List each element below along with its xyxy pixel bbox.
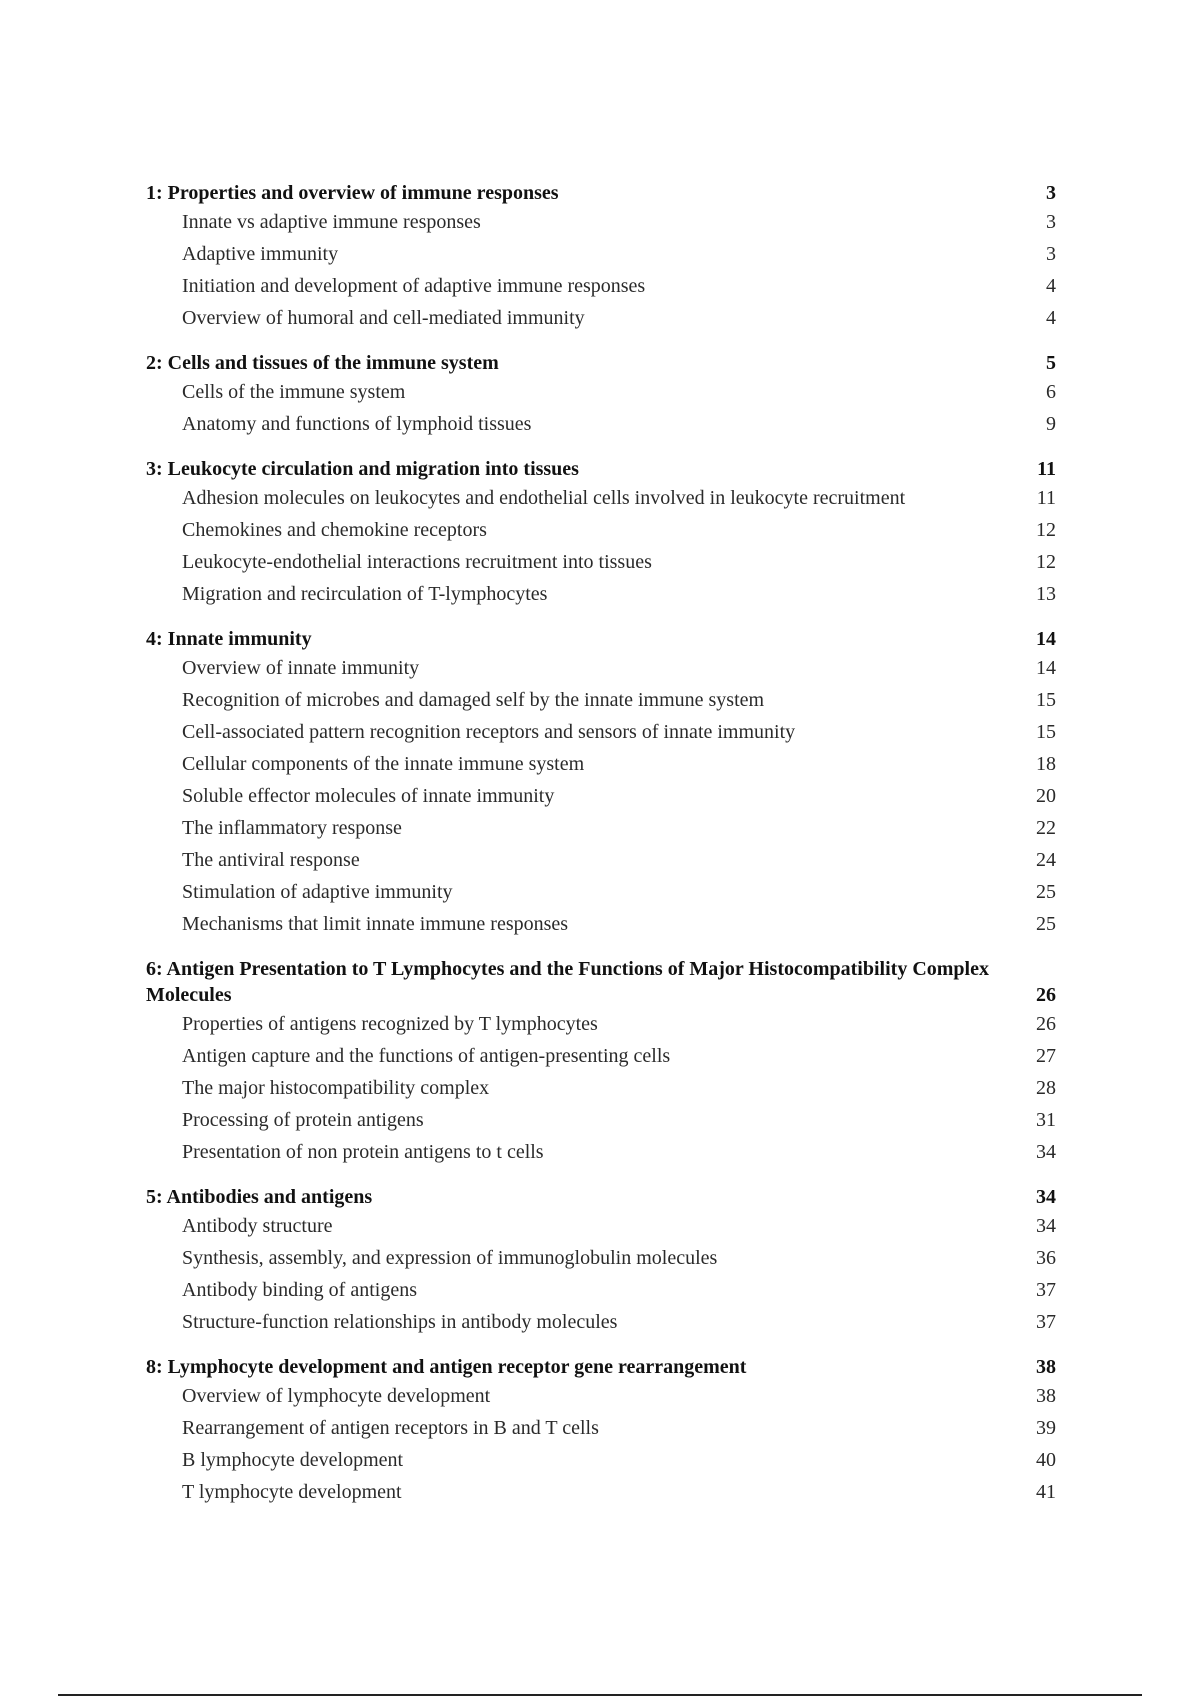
entry-page-number: 34 <box>1036 1141 1056 1163</box>
toc-entry[interactable] <box>146 408 1056 440</box>
entry-page-number: 38 <box>1036 1385 1056 1407</box>
entry-page-number: 14 <box>1036 657 1056 679</box>
toc-entry[interactable] <box>146 876 1056 908</box>
entry-page-number: 25 <box>1036 881 1056 903</box>
chapter-heading[interactable] <box>146 1354 1056 1380</box>
toc-entry[interactable] <box>146 748 1056 780</box>
toc-entry[interactable] <box>146 302 1056 334</box>
toc-entry[interactable] <box>146 780 1056 812</box>
chapter-title: 5: Antibodies and antigens <box>146 1186 373 1208</box>
toc-chapter <box>146 1354 1056 1508</box>
entry-page-number: 15 <box>1036 689 1056 711</box>
entry-page-number: 11 <box>1036 487 1056 509</box>
entry-title: The antiviral response <box>182 849 360 871</box>
entry-page-number: 25 <box>1036 913 1056 935</box>
entry-title: Initiation and development of adaptive immune responses <box>182 275 646 297</box>
toc-entry[interactable] <box>146 1040 1056 1072</box>
chapter-page-number: 14 <box>1036 628 1056 650</box>
entry-title: Chemokines and chemokine receptors <box>182 519 487 541</box>
entry-title: Cells of the immune system <box>182 381 406 403</box>
entry-page-number: 41 <box>1036 1481 1056 1503</box>
entry-page-number: 22 <box>1036 817 1056 839</box>
entry-page-number: 13 <box>1036 583 1056 605</box>
toc-entry[interactable] <box>146 1210 1056 1242</box>
entry-title: Overview of lymphocyte development <box>182 1385 491 1407</box>
entry-title: Overview of innate immunity <box>182 657 420 679</box>
entry-title: Leukocyte-endothelial interactions recruitment into tissues <box>182 551 652 573</box>
toc-entry[interactable] <box>146 716 1056 748</box>
toc-entry[interactable] <box>146 482 1056 514</box>
toc-entry[interactable] <box>146 578 1056 610</box>
entry-page-number: 36 <box>1036 1247 1056 1269</box>
toc-entry[interactable] <box>146 270 1056 302</box>
entry-page-number: 3 <box>1046 211 1056 233</box>
entry-title: Stimulation of adaptive immunity <box>182 881 453 903</box>
entry-title: Synthesis, assembly, and expression of immunoglobulin molecules <box>182 1247 718 1269</box>
toc-entry[interactable] <box>146 1104 1056 1136</box>
toc-entry[interactable] <box>146 1274 1056 1306</box>
entry-page-number: 18 <box>1036 753 1056 775</box>
chapter-page-number: 5 <box>1046 352 1056 374</box>
entry-title: T lymphocyte development <box>182 1481 402 1503</box>
entry-page-number: 27 <box>1036 1045 1056 1067</box>
toc-entry[interactable] <box>146 376 1056 408</box>
chapter-title: 1: Properties and overview of immune responses <box>146 182 559 204</box>
entry-title: Migration and recirculation of T-lymphocytes <box>182 583 548 605</box>
entry-title: Antibody binding of antigens <box>182 1279 417 1301</box>
entry-title: Soluble effector molecules of innate immunity <box>182 785 555 807</box>
toc-entry[interactable] <box>146 1306 1056 1338</box>
toc-entry[interactable] <box>146 1242 1056 1274</box>
chapter-title: 8: Lymphocyte development and antigen receptor gene rearrangement <box>146 1356 747 1378</box>
toc-entry[interactable] <box>146 1444 1056 1476</box>
entry-page-number: 15 <box>1036 721 1056 743</box>
entry-page-number: 4 <box>1046 275 1056 297</box>
entry-page-number: 40 <box>1036 1449 1056 1471</box>
chapter-page-number: 3 <box>1046 182 1056 204</box>
entry-page-number: 31 <box>1036 1109 1056 1131</box>
chapter-page-number: 38 <box>1036 1356 1056 1378</box>
entry-title: Structure-function relationships in antibody molecules <box>182 1311 618 1333</box>
toc-chapter <box>146 350 1056 440</box>
chapter-title: 4: Innate immunity <box>146 628 312 650</box>
chapter-heading[interactable] <box>146 1184 1056 1210</box>
toc-entry[interactable] <box>146 684 1056 716</box>
chapter-heading[interactable] <box>146 456 1056 482</box>
toc-entry[interactable] <box>146 1072 1056 1104</box>
chapter-title: 3: Leukocyte circulation and migration into tissues <box>146 458 579 480</box>
entry-page-number: 24 <box>1036 849 1056 871</box>
toc-entry[interactable] <box>146 514 1056 546</box>
toc-chapter <box>146 626 1056 940</box>
toc-entry[interactable] <box>146 652 1056 684</box>
chapter-heading[interactable] <box>146 180 1056 206</box>
toc-entry[interactable] <box>146 1412 1056 1444</box>
toc-entry[interactable] <box>146 206 1056 238</box>
entry-page-number: 28 <box>1036 1077 1056 1099</box>
chapter-page-number: 11 <box>1037 458 1056 480</box>
toc-chapter <box>146 180 1056 334</box>
entry-page-number: 34 <box>1036 1215 1056 1237</box>
entry-title: Antigen capture and the functions of antigen-presenting cells <box>182 1045 671 1067</box>
chapter-title: 6: Antigen Presentation to T Lymphocytes and the Functions of Major Histocompatibility Complex Molecules <box>146 958 989 1006</box>
entry-title: Rearrangement of antigen receptors in B and T cells <box>182 1417 599 1439</box>
entry-page-number: 12 <box>1036 551 1056 573</box>
entry-title: Cellular components of the innate immune system <box>182 753 585 775</box>
chapter-page-number: 26 <box>1036 984 1056 1006</box>
entry-title: Cell-associated pattern recognition receptors and sensors of innate immunity <box>182 721 796 743</box>
entry-title: Properties of antigens recognized by T lymphocytes <box>182 1013 598 1035</box>
toc-entry[interactable] <box>146 1380 1056 1412</box>
toc-chapter <box>146 1184 1056 1338</box>
chapter-page-number: 34 <box>1036 1186 1056 1208</box>
entry-page-number: 37 <box>1036 1279 1056 1301</box>
toc-chapter <box>146 956 1056 1168</box>
entry-title: Adhesion molecules on leukocytes and endothelial cells involved in leukocyte recruitment <box>182 487 906 509</box>
entry-title: Processing of protein antigens <box>182 1109 424 1131</box>
entry-title: Recognition of microbes and damaged self by the innate immune system <box>182 689 765 711</box>
chapter-heading[interactable] <box>146 956 1056 1008</box>
entry-page-number: 39 <box>1036 1417 1056 1439</box>
entry-page-number: 4 <box>1046 307 1056 329</box>
entry-page-number: 6 <box>1046 381 1056 403</box>
entry-title: Presentation of non protein antigens to t cells <box>182 1141 544 1163</box>
toc-entry[interactable] <box>146 844 1056 876</box>
toc-entry[interactable] <box>146 812 1056 844</box>
entry-title: Anatomy and functions of lymphoid tissues <box>182 413 532 435</box>
toc-entry[interactable] <box>146 238 1056 270</box>
entry-title: Innate vs adaptive immune responses <box>182 211 481 233</box>
chapter-heading[interactable] <box>146 626 1056 652</box>
chapter-heading[interactable] <box>146 350 1056 376</box>
entry-title: Adaptive immunity <box>182 243 339 265</box>
entry-page-number: 12 <box>1036 519 1056 541</box>
toc-chapter <box>146 456 1056 610</box>
entry-title: The major histocompatibility complex <box>182 1077 490 1099</box>
entry-page-number: 26 <box>1036 1013 1056 1035</box>
toc-entry[interactable] <box>146 546 1056 578</box>
entry-page-number: 37 <box>1036 1311 1056 1333</box>
entry-page-number: 20 <box>1036 785 1056 807</box>
chapter-title: 2: Cells and tissues of the immune system <box>146 352 499 374</box>
entry-title: The inflammatory response <box>182 817 402 839</box>
toc-entry[interactable] <box>146 908 1056 940</box>
entry-title: Antibody structure <box>182 1215 333 1237</box>
toc-entry[interactable] <box>146 1476 1056 1508</box>
entry-title: B lymphocyte development <box>182 1449 404 1471</box>
footer-divider <box>58 1694 1142 1696</box>
toc-entry[interactable] <box>146 1008 1056 1040</box>
toc-entry[interactable] <box>146 1136 1056 1168</box>
entry-title: Overview of humoral and cell-mediated immunity <box>182 307 585 329</box>
entry-page-number: 3 <box>1046 243 1056 265</box>
table-of-contents <box>146 180 1056 1524</box>
entry-title: Mechanisms that limit innate immune responses <box>182 913 569 935</box>
entry-page-number: 9 <box>1046 413 1056 435</box>
